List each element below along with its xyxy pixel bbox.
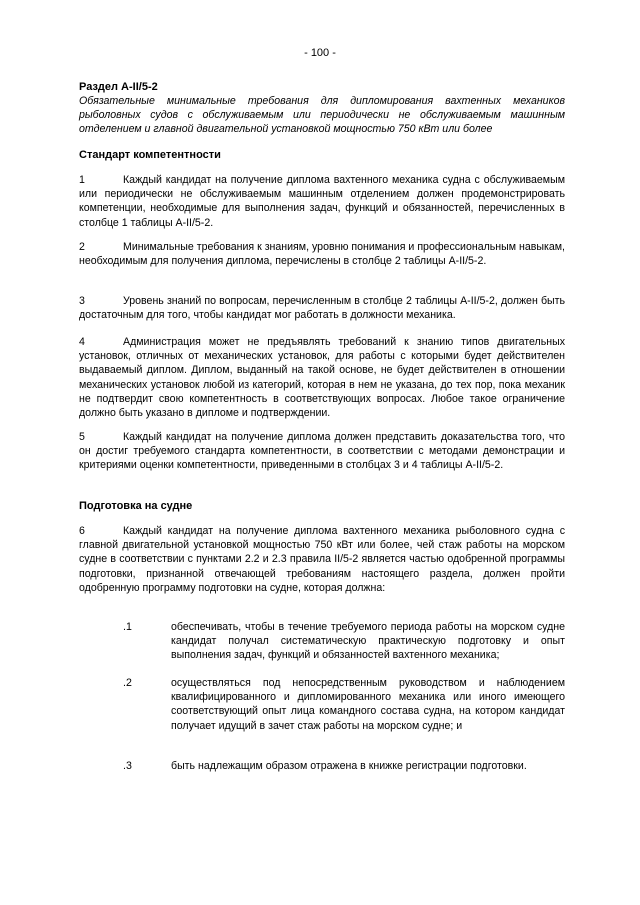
paragraph-number: 4 [79,336,85,348]
list-item-number: .2 [123,677,132,689]
paragraph-number: 6 [79,525,85,537]
paragraph-5 [79,430,565,473]
paragraph-4 [79,335,565,420]
list-item-text: обеспечивать, чтобы в течение требуемого периода работы на морском судне кандидат получал систематическую практическую подготовку и опыт выполнения задач, функций и обязанностей вахтенного механика; [171,621,565,662]
paragraph-1 [79,173,565,230]
heading-competence-standard: Стандарт компетентности [79,149,221,161]
list-item-text: осуществляться под непосредственным руководством и наблюдением квалифицированного и дипломированного механика или иного имеющего соответствующий опыт лица командного состава судна, на котором кандидат получает идущий в зачет стаж работы на морском судне; и [171,677,565,732]
paragraph-text: Администрация может не предъявлять требований к знанию типов двигательных установок, отличных от механических установок, для работы с которыми будет действителен выдаваемый диплом. Диплом, выданный на такой основе, не будет действителен в отношении механических установок любой из категорий, которая в нем не указана, до тех пор, пока механик не подтвердит свою компетентность в соответствующих вопросах. Любое такое ограничение должно быть указано в дипломе и подтверждении. [79,336,565,420]
paragraph-number: 1 [79,174,85,186]
paragraph-number: 2 [79,241,85,253]
paragraph-text: Минимальные требования к знаниям, уровню понимания и профессиональным навыкам, необходимым для получения диплома, перечислены в столбце 2 таблицы A-II/5-2. [79,241,565,268]
paragraph-text: Каждый кандидат на получение диплома вахтенного механика рыболовного судна с главной двигательной установкой мощностью 750 кВт или более, чей стаж работы на морском судне в соответствии с пунктами 2.2 и 2.3 правила II/5-2 является частью одобренной программы подготовки, признанной отвечающей требованиям настоящего раздела, должен пройти одобренную программу подготовки на судне, которая должна: [79,525,565,594]
paragraph-text: Каждый кандидат на получение диплома должен представить доказательства того, что он достиг требуемого стандарта компетентности, в соответствии с методами демонстрации и критериями оценки компетентности, приведенными в столбцах 3 и 4 таблицы A-II/5-2. [79,431,565,472]
heading-shipboard-training: Подготовка на судне [79,500,193,512]
paragraph-number: 3 [79,295,85,307]
section-title: Раздел A-II/5-2 [79,81,158,93]
paragraph-text: Уровень знаний по вопросам, перечисленным в столбце 2 таблицы A-II/5-2, должен быть достаточным для того, чтобы кандидат мог работать в должности механика. [79,295,565,322]
paragraph-3 [79,294,565,322]
page-number: - 100 - [304,47,336,59]
paragraph-2 [79,240,565,268]
paragraph-6 [79,524,565,595]
section-subtitle: Обязательные минимальные требования для дипломирования вахтенных механиков рыболовных судов с обслуживаемым или периодически не обслуживаемым машинным отделением и главной двигательной установкой мощностью 750 кВт или более [79,95,565,136]
paragraph-number: 5 [79,431,85,443]
list-item-text: быть надлежащим образом отражена в книжке регистрации подготовки. [171,760,527,772]
list-item-number: .1 [123,621,132,633]
list-item-number: .3 [123,760,132,772]
paragraph-text: Каждый кандидат на получение диплома вахтенного механика судна с обслуживаемым или периодически не обслуживаемым машинным отделением должен продемонстрировать компетенции, необходимые для выполнения задач, функций и обязанностей, перечисленных в столбце 1 таблицы A-II/5-2. [79,174,565,229]
